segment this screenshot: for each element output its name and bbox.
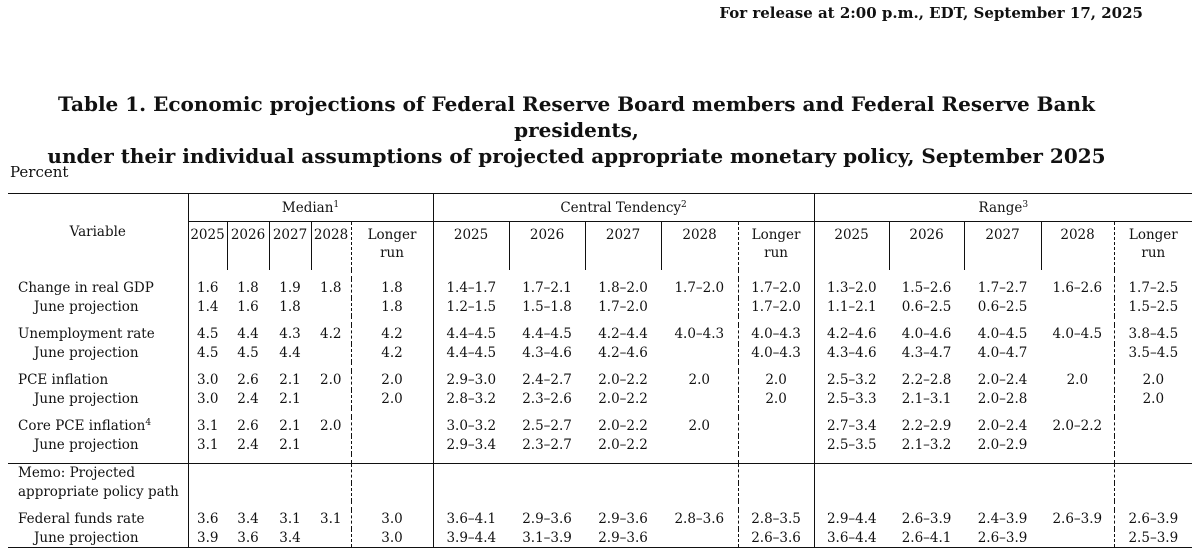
median-year-4: 2028 bbox=[311, 222, 351, 271]
row-label bbox=[8, 529, 188, 548]
central-cell: 2.0–2.2 bbox=[598, 436, 648, 453]
central-cell: 4.3–4.6 bbox=[522, 344, 572, 361]
central-cell: 3.9–4.4 bbox=[433, 529, 509, 548]
projections-table bbox=[8, 193, 1192, 548]
row-label-text: June projection bbox=[34, 390, 139, 407]
median-label: Median bbox=[281, 199, 334, 216]
row-footnote: 4 bbox=[145, 418, 152, 428]
median-cell bbox=[311, 529, 351, 548]
median-cell: 4.4 bbox=[279, 344, 301, 361]
range-cell: 1.7–2.5 bbox=[1114, 279, 1192, 298]
central-year-2: 2026 bbox=[509, 222, 585, 271]
median-year-2: 2026 bbox=[227, 222, 269, 271]
range-header bbox=[814, 194, 1192, 222]
median-cell: 2.1 bbox=[279, 418, 301, 434]
central-cell: 2.9–3.6 bbox=[598, 511, 648, 527]
range-cell: 2.7–3.4 bbox=[814, 417, 889, 436]
range-cell: 2.0–2.4 bbox=[977, 418, 1028, 434]
median-cell: 2.0 bbox=[351, 371, 433, 390]
central-cell: 1.7–2.0 bbox=[598, 298, 648, 315]
median-cell: 3.9 bbox=[188, 529, 227, 548]
median-cell: 4.4 bbox=[237, 326, 259, 342]
central-cell: 2.6–3.6 bbox=[738, 529, 814, 548]
range-cell: 4.0–4.7 bbox=[977, 344, 1028, 361]
central-longer-run bbox=[738, 222, 814, 271]
central-run-label: run bbox=[764, 245, 788, 261]
central-tendency-label: Central Tendency bbox=[560, 199, 682, 216]
row-label bbox=[8, 510, 188, 529]
central-cell: 1.5–1.8 bbox=[522, 298, 572, 315]
central-cell: 2.3–2.6 bbox=[522, 390, 572, 407]
range-cell: 3.6–4.4 bbox=[814, 529, 889, 548]
range-cell: 1.1–2.1 bbox=[814, 298, 889, 317]
range-cell: 2.0 bbox=[1114, 390, 1192, 409]
row-label bbox=[8, 371, 188, 390]
range-cell: 2.6–3.9 bbox=[964, 529, 1041, 548]
central-cell: 3.6–4.1 bbox=[433, 510, 509, 529]
central-tendency-header bbox=[433, 194, 814, 222]
central-cell bbox=[661, 344, 738, 363]
range-cell: 2.1–3.1 bbox=[901, 390, 952, 407]
central-cell: 2.5–2.7 bbox=[522, 418, 572, 434]
central-cell: 2.9–3.6 bbox=[585, 529, 661, 548]
range-cell: 1.5–2.5 bbox=[1114, 298, 1192, 317]
central-cell: 2.0 bbox=[738, 390, 814, 409]
table-row bbox=[8, 344, 1192, 363]
central-cell bbox=[661, 390, 738, 409]
median-longer-label: Longer bbox=[367, 227, 417, 243]
range-cell: 4.3–4.7 bbox=[901, 344, 952, 361]
row-label-text: June projection bbox=[34, 529, 139, 546]
central-longer-label: Longer bbox=[751, 227, 801, 243]
median-cell: 3.6 bbox=[188, 510, 227, 529]
range-cell: 2.6–3.9 bbox=[1114, 510, 1192, 529]
median-cell: 2.6 bbox=[237, 418, 259, 434]
median-cell bbox=[311, 298, 351, 317]
row-label bbox=[8, 279, 188, 298]
median-cell: 4.5 bbox=[188, 325, 227, 344]
median-cell: 3.6 bbox=[227, 529, 269, 548]
central-cell bbox=[738, 436, 814, 455]
row-label bbox=[8, 325, 188, 344]
central-cell: 1.7–2.0 bbox=[674, 280, 725, 296]
central-cell: 1.7–2.0 bbox=[738, 279, 814, 298]
range-cell: 0.6–2.5 bbox=[901, 298, 952, 315]
median-cell: 2.1 bbox=[279, 390, 301, 407]
central-cell: 2.8–3.6 bbox=[674, 511, 725, 527]
range-cell: 3.8–4.5 bbox=[1114, 325, 1192, 344]
range-year-4: 2028 bbox=[1041, 222, 1114, 271]
median-year-1: 2025 bbox=[188, 222, 227, 271]
range-cell bbox=[1114, 436, 1192, 455]
range-cell: 2.6–3.9 bbox=[1052, 511, 1103, 527]
range-cell: 2.2–2.9 bbox=[901, 418, 952, 434]
median-longer-run bbox=[351, 222, 433, 271]
range-longer-run bbox=[1114, 222, 1192, 271]
range-cell: 3.5–4.5 bbox=[1114, 344, 1192, 363]
median-header bbox=[188, 194, 433, 222]
range-cell: 2.6–3.9 bbox=[901, 511, 952, 527]
median-cell: 3.1 bbox=[320, 511, 342, 527]
median-run-label: run bbox=[380, 245, 404, 261]
median-cell: 1.4 bbox=[188, 298, 227, 317]
central-year-3: 2027 bbox=[585, 222, 661, 271]
median-cell: 4.5 bbox=[237, 344, 259, 361]
row-label bbox=[8, 417, 188, 436]
central-cell: 2.0–2.2 bbox=[598, 418, 648, 434]
release-notice: For release at 2:00 p.m., EDT, September 17, 2025 bbox=[719, 4, 1143, 22]
central-cell: 2.3–2.7 bbox=[522, 436, 572, 453]
central-cell: 4.0–4.3 bbox=[738, 325, 814, 344]
row-label bbox=[8, 390, 188, 409]
table-row bbox=[8, 436, 1192, 455]
row-label-text: June projection bbox=[34, 298, 139, 315]
central-cell: 4.2–4.6 bbox=[598, 344, 648, 361]
median-cell: 3.0 bbox=[351, 529, 433, 548]
central-cell: 1.7–2.1 bbox=[522, 280, 572, 296]
central-cell: 4.4–4.5 bbox=[433, 325, 509, 344]
range-cell: 2.6–4.1 bbox=[889, 529, 964, 548]
range-year-2: 2026 bbox=[889, 222, 964, 271]
range-cell: 2.0–2.2 bbox=[1052, 418, 1103, 434]
central-cell: 3.0–3.2 bbox=[433, 417, 509, 436]
central-cell bbox=[738, 417, 814, 436]
median-cell: 3.4 bbox=[269, 529, 311, 548]
range-cell bbox=[1041, 529, 1114, 548]
title-line-2: under their individual assumptions of projected appropriate monetary policy, September 2025 bbox=[47, 144, 1106, 168]
row-label-text: June projection bbox=[34, 344, 139, 361]
median-cell: 2.4 bbox=[237, 436, 259, 453]
range-run-label: run bbox=[1141, 245, 1166, 261]
central-cell: 2.0 bbox=[688, 372, 711, 388]
central-cell bbox=[661, 436, 738, 455]
range-cell: 2.9–4.4 bbox=[814, 510, 889, 529]
range-cell: 2.5–3.3 bbox=[814, 390, 889, 409]
range-cell: 1.7–2.7 bbox=[977, 280, 1028, 296]
median-cell: 4.2 bbox=[351, 325, 433, 344]
central-cell: 2.4–2.7 bbox=[522, 372, 572, 388]
median-cell: 4.5 bbox=[188, 344, 227, 363]
range-cell: 4.2–4.6 bbox=[814, 325, 889, 344]
range-cell: 2.0–2.8 bbox=[977, 390, 1028, 407]
median-cell: 1.6 bbox=[188, 279, 227, 298]
median-cell: 2.1 bbox=[279, 436, 301, 453]
central-year-1: 2025 bbox=[433, 222, 509, 271]
range-cell: 0.6–2.5 bbox=[977, 298, 1028, 315]
central-cell: 4.4–4.5 bbox=[433, 344, 509, 363]
median-cell bbox=[311, 344, 351, 363]
table-row bbox=[8, 529, 1192, 548]
row-label-text: PCE inflation bbox=[18, 372, 109, 388]
range-longer-label: Longer bbox=[1128, 227, 1178, 243]
range-cell: 1.5–2.6 bbox=[901, 280, 952, 296]
central-cell: 2.8–3.2 bbox=[433, 390, 509, 409]
central-cell: 2.0–2.2 bbox=[598, 372, 648, 388]
variable-header: Variable bbox=[8, 194, 188, 271]
range-cell: 2.2–2.8 bbox=[901, 372, 952, 388]
table-row bbox=[8, 325, 1192, 344]
table-row bbox=[8, 298, 1192, 317]
range-cell: 2.0–2.9 bbox=[977, 436, 1028, 453]
median-cell: 2.0 bbox=[320, 372, 342, 388]
median-cell: 2.0 bbox=[320, 418, 342, 434]
central-year-4: 2028 bbox=[661, 222, 738, 271]
range-cell: 2.4–3.9 bbox=[977, 511, 1028, 527]
median-cell: 3.1 bbox=[279, 511, 301, 527]
central-cell bbox=[661, 298, 738, 317]
median-cell: 1.8 bbox=[351, 279, 433, 298]
row-label bbox=[8, 298, 188, 317]
central-tendency-footnote: 2 bbox=[681, 199, 687, 210]
table-row bbox=[8, 279, 1192, 298]
median-cell bbox=[311, 436, 351, 455]
median-year-3: 2027 bbox=[269, 222, 311, 271]
central-cell: 4.4–4.5 bbox=[522, 326, 572, 342]
range-cell: 4.0–4.5 bbox=[1052, 326, 1103, 342]
central-cell: 2.9–3.6 bbox=[522, 511, 572, 527]
row-label bbox=[8, 344, 188, 363]
row-label-text: Federal funds rate bbox=[18, 511, 145, 527]
median-cell bbox=[351, 417, 433, 436]
median-cell bbox=[311, 390, 351, 409]
central-cell: 4.0–4.3 bbox=[674, 326, 725, 342]
memo-line-2: appropriate policy path bbox=[18, 483, 179, 500]
central-cell: 2.9–3.4 bbox=[433, 436, 509, 455]
range-cell: 1.3–2.0 bbox=[814, 279, 889, 298]
median-cell: 3.0 bbox=[188, 371, 227, 390]
central-cell: 4.2–4.4 bbox=[598, 326, 648, 342]
central-cell: 2.8–3.5 bbox=[738, 510, 814, 529]
range-year-3: 2027 bbox=[964, 222, 1041, 271]
table-title bbox=[0, 91, 1153, 169]
median-footnote: 1 bbox=[333, 199, 340, 210]
range-cell bbox=[1041, 390, 1114, 409]
central-cell: 1.7–2.0 bbox=[738, 298, 814, 317]
table-row bbox=[8, 510, 1192, 529]
central-cell: 4.0–4.3 bbox=[738, 344, 814, 363]
row-label-text: Core PCE inflation bbox=[18, 418, 146, 434]
range-cell: 2.5–3.9 bbox=[1114, 529, 1192, 548]
median-cell bbox=[351, 436, 433, 455]
central-cell: 2.0 bbox=[688, 418, 711, 434]
median-cell: 3.0 bbox=[351, 510, 433, 529]
median-cell: 3.4 bbox=[237, 511, 259, 527]
range-cell: 4.3–4.6 bbox=[814, 344, 889, 363]
range-cell bbox=[1041, 298, 1114, 317]
median-cell: 3.0 bbox=[188, 390, 227, 409]
range-year-1: 2025 bbox=[814, 222, 889, 271]
range-cell bbox=[1041, 344, 1114, 363]
central-cell: 3.1–3.9 bbox=[509, 529, 585, 548]
median-cell: 1.8 bbox=[279, 298, 301, 315]
median-cell: 2.6 bbox=[237, 372, 259, 388]
median-cell: 1.8 bbox=[320, 280, 342, 296]
central-cell: 2.0–2.2 bbox=[598, 390, 648, 407]
range-cell bbox=[1114, 417, 1192, 436]
central-cell: 1.8–2.0 bbox=[598, 280, 648, 296]
median-cell: 1.8 bbox=[351, 298, 433, 317]
range-cell: 2.5–3.2 bbox=[814, 371, 889, 390]
range-cell: 2.0–2.4 bbox=[977, 372, 1028, 388]
range-cell: 1.6–2.6 bbox=[1052, 280, 1103, 296]
central-cell bbox=[661, 529, 738, 548]
units-label: Percent bbox=[10, 163, 69, 181]
range-cell: 2.0 bbox=[1066, 372, 1089, 388]
median-cell: 2.0 bbox=[351, 390, 433, 409]
range-footnote: 3 bbox=[1022, 199, 1029, 210]
range-cell: 2.1–3.2 bbox=[901, 436, 952, 453]
range-label: Range bbox=[978, 199, 1023, 216]
central-cell: 1.4–1.7 bbox=[433, 279, 509, 298]
row-label-text: Change in real GDP bbox=[18, 280, 154, 296]
table-row bbox=[8, 390, 1192, 409]
row-label bbox=[8, 436, 188, 455]
central-cell: 1.2–1.5 bbox=[433, 298, 509, 317]
central-cell: 2.0 bbox=[738, 371, 814, 390]
row-label-text: June projection bbox=[34, 436, 139, 453]
median-cell: 1.8 bbox=[237, 280, 259, 296]
median-cell: 3.1 bbox=[188, 417, 227, 436]
median-cell: 1.6 bbox=[237, 298, 259, 315]
range-cell: 2.0 bbox=[1114, 371, 1192, 390]
range-cell: 4.0–4.6 bbox=[901, 326, 952, 342]
table-row bbox=[8, 417, 1192, 436]
median-cell: 2.4 bbox=[237, 390, 259, 407]
title-line-1: Table 1. Economic projections of Federal Reserve Board members and Federal Reserve Bank presidents, bbox=[58, 92, 1095, 142]
range-cell: 4.0–4.5 bbox=[977, 326, 1028, 342]
median-cell: 1.9 bbox=[279, 280, 301, 296]
median-cell: 4.3 bbox=[279, 326, 301, 342]
median-cell: 4.2 bbox=[320, 326, 342, 342]
row-label-text: Unemployment rate bbox=[18, 326, 155, 342]
range-cell bbox=[1041, 436, 1114, 455]
range-cell: 2.5–3.5 bbox=[814, 436, 889, 455]
median-cell: 4.2 bbox=[351, 344, 433, 363]
median-cell: 3.1 bbox=[188, 436, 227, 455]
median-cell: 2.1 bbox=[279, 372, 301, 388]
central-cell: 2.9–3.0 bbox=[433, 371, 509, 390]
table-row bbox=[8, 371, 1192, 390]
memo-line-1: Memo: Projected bbox=[8, 464, 188, 483]
